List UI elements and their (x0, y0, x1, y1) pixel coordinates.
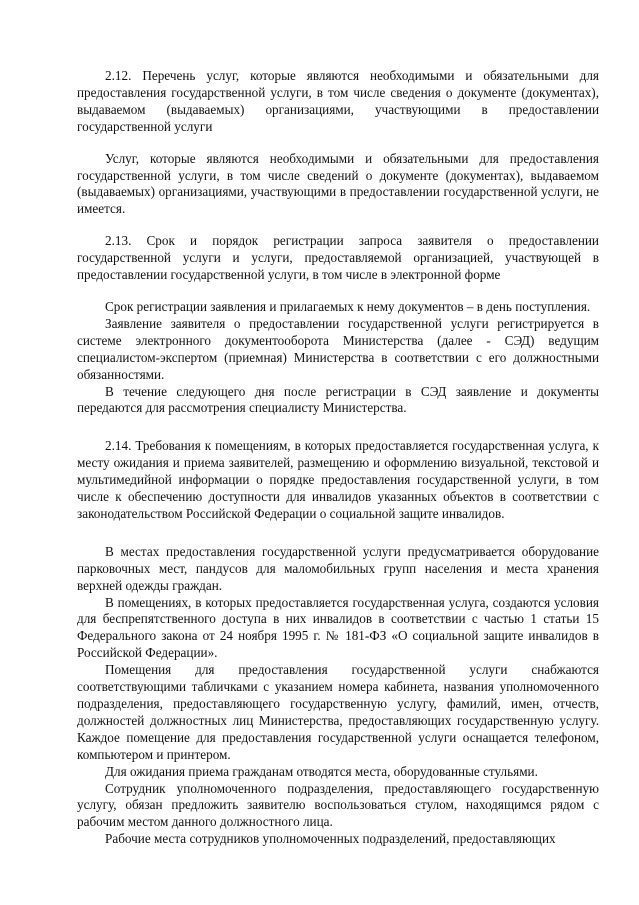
paragraph: Срок регистрации заявления и прилагаемых к нему документов – в день поступления. (105, 298, 591, 314)
paragraph: Для ожидания приема гражданам отводятся места, оборудованные стульями. (105, 763, 538, 779)
document-body (77, 68, 599, 848)
paragraph: В местах предоставления государственной услуги предусматривается оборудование парковочных мест, пандусов для маломобильных групп населения и места хранения верхней одежды граждан. (77, 543, 599, 593)
paragraph: В течение следующего дня после регистрации в СЭД заявление и документы передаются для рассмотрения специалисту Министерства. (77, 383, 599, 416)
paragraph: Рабочие места сотрудников уполномоченных подразделений, предоставляющих (105, 831, 556, 847)
paragraph: Сотрудник уполномоченного подразделения, предоставляющего государственную услугу, обязан предложить заявителю воспользоваться стулом, находящимся рядом с рабочим местом данного должностного лица. (77, 780, 599, 830)
paragraph: Заявление заявителя о предоставлении государственной услуги регистрируется в системе электронного документооборота Министерства (далее - СЭД) ведущим специалистом-экспертом (приемная) Министерства в соответствии с его должностными обязанностями. (77, 315, 599, 382)
paragraph: Услуг, которые являются необходимыми и обязательными для предоставления государственной услуги, в том числе сведений о документе (документах), выдаваемом (выдаваемых) организациями, участвующими в предоставлении государственной услуги, не имеется. (77, 150, 599, 217)
section-heading-2-12: 2.12. Перечень услуг, которые являются необходимыми и обязательными для предоставления государственной услуги, в том числе сведения о документе (документах), выдаваемом (выдаваемых) организациями, участвующими в предоставлении государственной услуги (77, 68, 599, 134)
section-heading-2-13: 2.13. Срок и порядок регистрации запроса заявителя о предоставлении государственной услуги и услуги, предоставляемой организацией, участвующей в предоставлении государственной услуги, в том числе в электронной форме (77, 233, 599, 283)
section-heading-2-14: 2.14. Требования к помещениям, в которых предоставляется государственная услуга, к месту ожидания и приема заявителей, размещению и оформлению визуальной, текстовой и мультимедийной информации о порядке предоставления государственной услуги, в том числе к обеспечению доступности для инвалидов указанных объектов в соответствии с законодательством Российской Федерации о социальной защите инвалидов. (77, 438, 599, 521)
paragraph: В помещениях, в которых предоставляется государственная услуга, создаются условия для беспрепятственного доступа в них инвалидов в соответствии с частью 1 статьи 15 Федерального закона от 24 ноября 1995 г. № 181-ФЗ «О социальной защите инвалидов в Российской Федерации». (77, 594, 599, 661)
paragraph: Помещения для предоставления государственной услуги снабжаются соответствующими табличками с указанием номера кабинета, названия уполномоченного подразделения, предоставляющего государственную услугу, фамилий, имен, отчеств, должностей должностных лиц Министерства, предоставляющих государственную услугу. Каждое помещение для предоставления государственной услуги оснащается телефоном, компьютером и принтером. (77, 662, 599, 762)
